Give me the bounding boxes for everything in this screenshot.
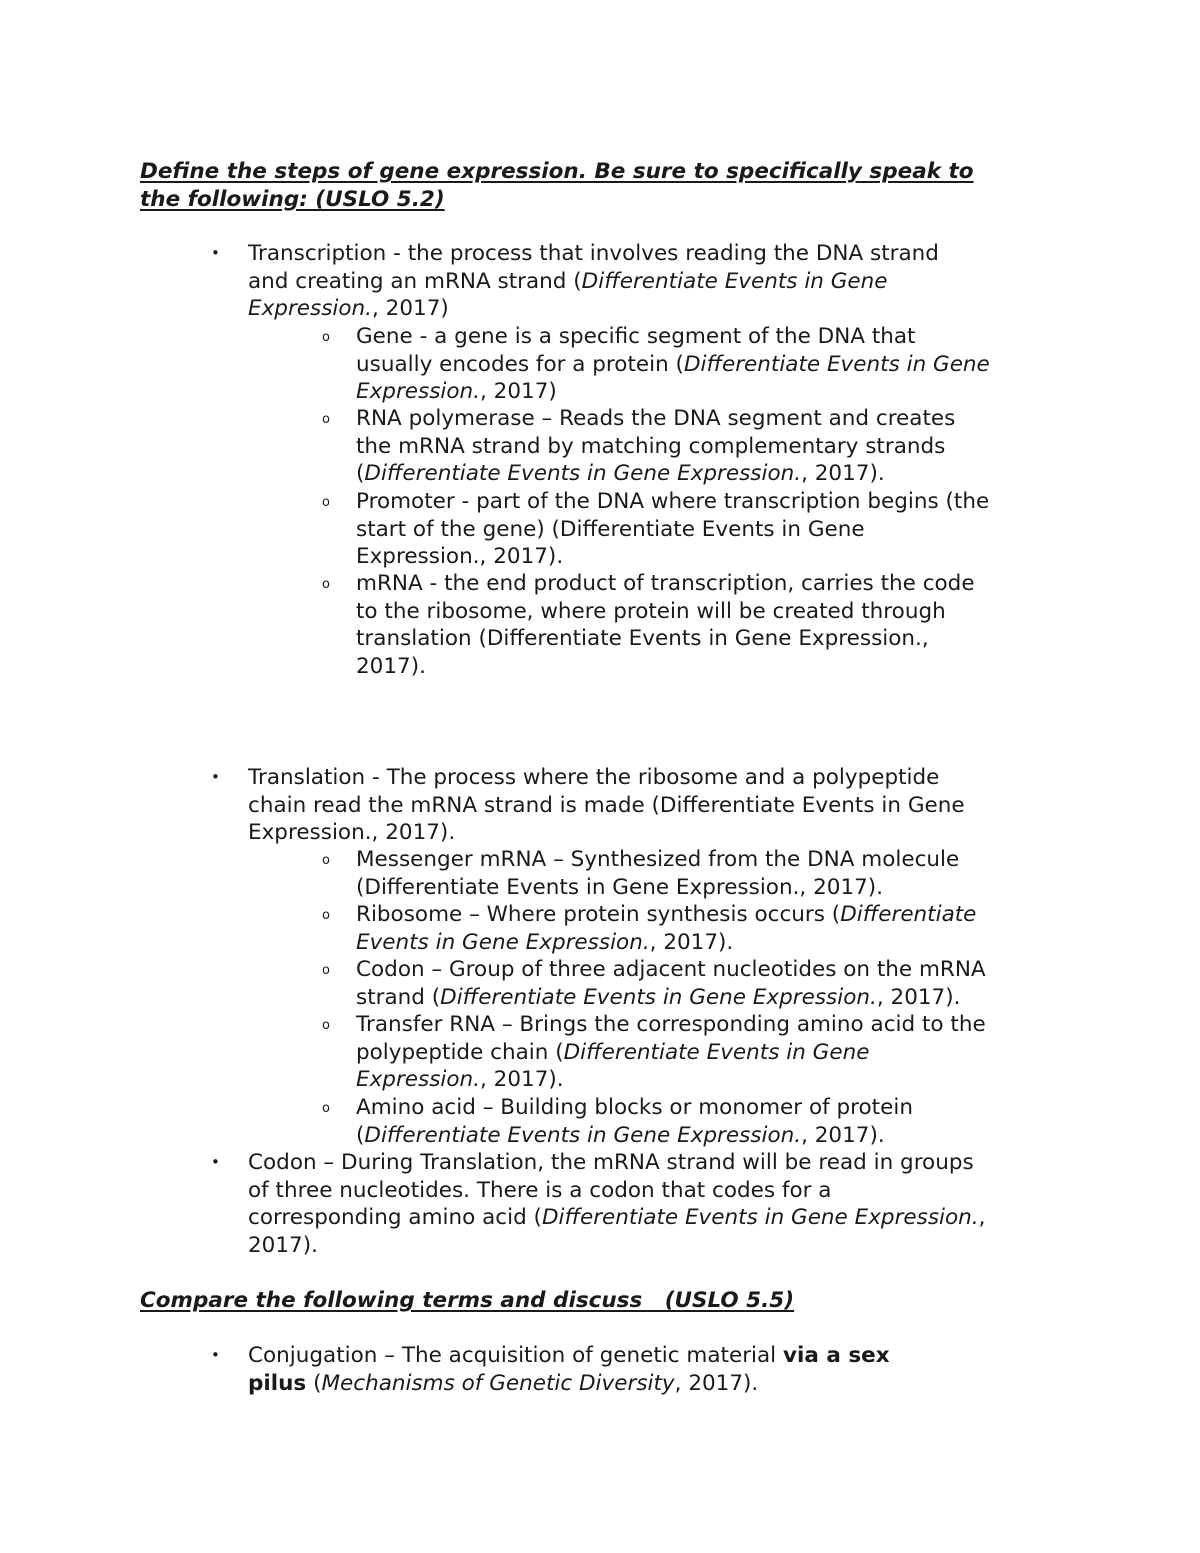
sub-item-rna-polymerase bbox=[322, 405, 956, 488]
heading-line: Compare the following terms and discuss (USLO 5.5) bbox=[140, 1288, 795, 1313]
text-line bbox=[356, 351, 990, 379]
text-line: Gene - a gene is a specific segment of the DNA that bbox=[356, 324, 916, 349]
text-run: ( bbox=[356, 1122, 365, 1148]
text-line bbox=[356, 1122, 913, 1150]
citation: Events in Gene Expression. bbox=[356, 929, 650, 955]
sub-item-promoter bbox=[322, 488, 990, 571]
text-line bbox=[356, 460, 955, 488]
circle-bullet-icon: o bbox=[322, 853, 330, 868]
text-line bbox=[248, 1342, 890, 1370]
text-run: , 2017). bbox=[480, 1067, 564, 1092]
section-heading-compare-terms bbox=[140, 1287, 1070, 1315]
emphasis: pilus bbox=[248, 1370, 307, 1396]
text-line: start of the gene) (Differentiate Events in Gene bbox=[356, 516, 865, 542]
citation: Differentiate Events in Gene Expression. bbox=[541, 1205, 979, 1230]
text-line bbox=[356, 984, 986, 1012]
sub-item-ribosome bbox=[322, 901, 977, 956]
text-run: Ribosome – Where protein synthesis occurs ( bbox=[356, 902, 841, 927]
heading-line: Define the steps of gene expression. Be sure to specifically speak to bbox=[140, 159, 974, 184]
text-run: , 2017) bbox=[372, 296, 449, 321]
circle-bullet-icon: o bbox=[322, 963, 330, 978]
text-line: Transcription - the process that involves reading the DNA strand bbox=[248, 241, 939, 266]
text-line: RNA polymerase – Reads the DNA segment and creates bbox=[356, 406, 956, 431]
text-run: ( bbox=[306, 1370, 322, 1396]
emphasis: via a sex bbox=[783, 1343, 890, 1368]
sub-item-gene bbox=[322, 323, 990, 406]
text-line: (Differentiate Events in Gene Expression., 2017). bbox=[356, 874, 884, 900]
text-line: Amino acid – Building blocks or monomer of protein bbox=[356, 1095, 913, 1120]
citation: Mechanisms of Genetic Diversity bbox=[321, 1370, 675, 1396]
text-line bbox=[248, 1370, 890, 1398]
text-run: , 2017). bbox=[801, 461, 885, 486]
text-run: and creating an mRNA strand ( bbox=[248, 268, 582, 294]
citation: Differentiate Events in Gene Expression. bbox=[364, 1122, 802, 1148]
text-line: Expression., 2017). bbox=[356, 544, 564, 569]
sub-item-amino-acid bbox=[322, 1094, 913, 1149]
citation: Differentiate Events in Gene bbox=[683, 351, 990, 377]
text-line bbox=[248, 268, 939, 296]
citation: Differentiate Events in Gene Expression. bbox=[364, 461, 802, 486]
bullet-icon: • bbox=[211, 1153, 220, 1171]
bullet-icon: • bbox=[211, 244, 220, 262]
citation: Differentiate Events in Gene Expression. bbox=[440, 984, 877, 1010]
text-line bbox=[356, 901, 976, 929]
text-line: Codon – During Translation, the mRNA strand will be read in groups bbox=[248, 1150, 974, 1175]
text-line: Codon – Group of three adjacent nucleotides on the mRNA bbox=[356, 957, 986, 982]
text-line: Translation - The process where the ribosome and a polypeptide bbox=[248, 765, 940, 790]
sub-item-messenger-mrna bbox=[322, 846, 960, 901]
text-line bbox=[356, 1066, 986, 1094]
text-line: of three nucleotides. There is a codon that codes for a bbox=[248, 1177, 832, 1203]
text-run: , 2017). bbox=[876, 984, 961, 1010]
circle-bullet-icon: o bbox=[322, 908, 330, 923]
text-run: , 2017). bbox=[674, 1370, 759, 1396]
heading-line: the following: (USLO 5.2) bbox=[140, 186, 445, 212]
circle-bullet-icon: o bbox=[322, 577, 330, 592]
text-line: to the ribosome, where protein will be created through bbox=[356, 598, 946, 624]
text-run: polypeptide chain ( bbox=[356, 1039, 564, 1065]
citation: Expression. bbox=[248, 296, 373, 321]
text-run: , bbox=[978, 1205, 986, 1230]
text-run: Conjugation – The acquisition of genetic material bbox=[248, 1343, 783, 1368]
text-run: strand ( bbox=[356, 984, 441, 1010]
bullet-icon: • bbox=[211, 1346, 220, 1364]
citation: Expression. bbox=[356, 1067, 481, 1092]
circle-bullet-icon: o bbox=[322, 412, 330, 427]
text-run: corresponding amino acid ( bbox=[248, 1205, 542, 1230]
text-line bbox=[248, 1204, 985, 1232]
text-line bbox=[356, 929, 976, 957]
circle-bullet-icon: o bbox=[322, 1101, 330, 1116]
list-item-conjugation bbox=[211, 1342, 890, 1397]
section-heading-gene-expression bbox=[140, 158, 1070, 213]
text-run: ( bbox=[356, 461, 365, 486]
text-line: Transfer RNA – Brings the corresponding amino acid to the bbox=[356, 1012, 986, 1037]
text-line bbox=[248, 295, 939, 323]
sub-item-transfer-rna bbox=[322, 1011, 986, 1094]
citation: Differentiate bbox=[840, 902, 977, 927]
text-line: Messenger mRNA – Synthesized from the DNA molecule bbox=[356, 847, 960, 872]
text-run: usually encodes for a protein ( bbox=[356, 351, 684, 377]
text-line: Expression., 2017). bbox=[248, 820, 456, 845]
text-line: the mRNA strand by matching complementary strands bbox=[356, 433, 946, 459]
circle-bullet-icon: o bbox=[322, 330, 330, 345]
citation: Expression. bbox=[356, 379, 481, 404]
text-line bbox=[356, 378, 990, 406]
citation: Differentiate Events in Gene bbox=[581, 268, 888, 294]
list-item-transcription bbox=[211, 240, 939, 323]
text-line: translation (Differentiate Events in Gene Expression., bbox=[356, 626, 929, 651]
text-line: mRNA - the end product of transcription, carries the code bbox=[356, 571, 975, 596]
text-line bbox=[356, 1039, 986, 1067]
circle-bullet-icon: o bbox=[322, 495, 330, 510]
citation: Differentiate Events in Gene bbox=[563, 1039, 870, 1065]
list-item-translation bbox=[211, 764, 965, 847]
text-line: 2017). bbox=[248, 1232, 318, 1258]
text-line: chain read the mRNA strand is made (Differentiate Events in Gene bbox=[248, 792, 965, 818]
text-run: , 2017). bbox=[801, 1122, 885, 1148]
list-item-codon bbox=[211, 1149, 986, 1259]
sub-item-codon bbox=[322, 956, 986, 1011]
bullet-icon: • bbox=[211, 768, 220, 786]
text-run: , 2017). bbox=[649, 929, 734, 955]
text-line: 2017). bbox=[356, 653, 426, 679]
text-line: Promoter - part of the DNA where transcription begins (the bbox=[356, 489, 990, 514]
sub-item-mrna bbox=[322, 570, 975, 680]
circle-bullet-icon: o bbox=[322, 1018, 330, 1033]
text-run: , 2017) bbox=[480, 379, 557, 404]
